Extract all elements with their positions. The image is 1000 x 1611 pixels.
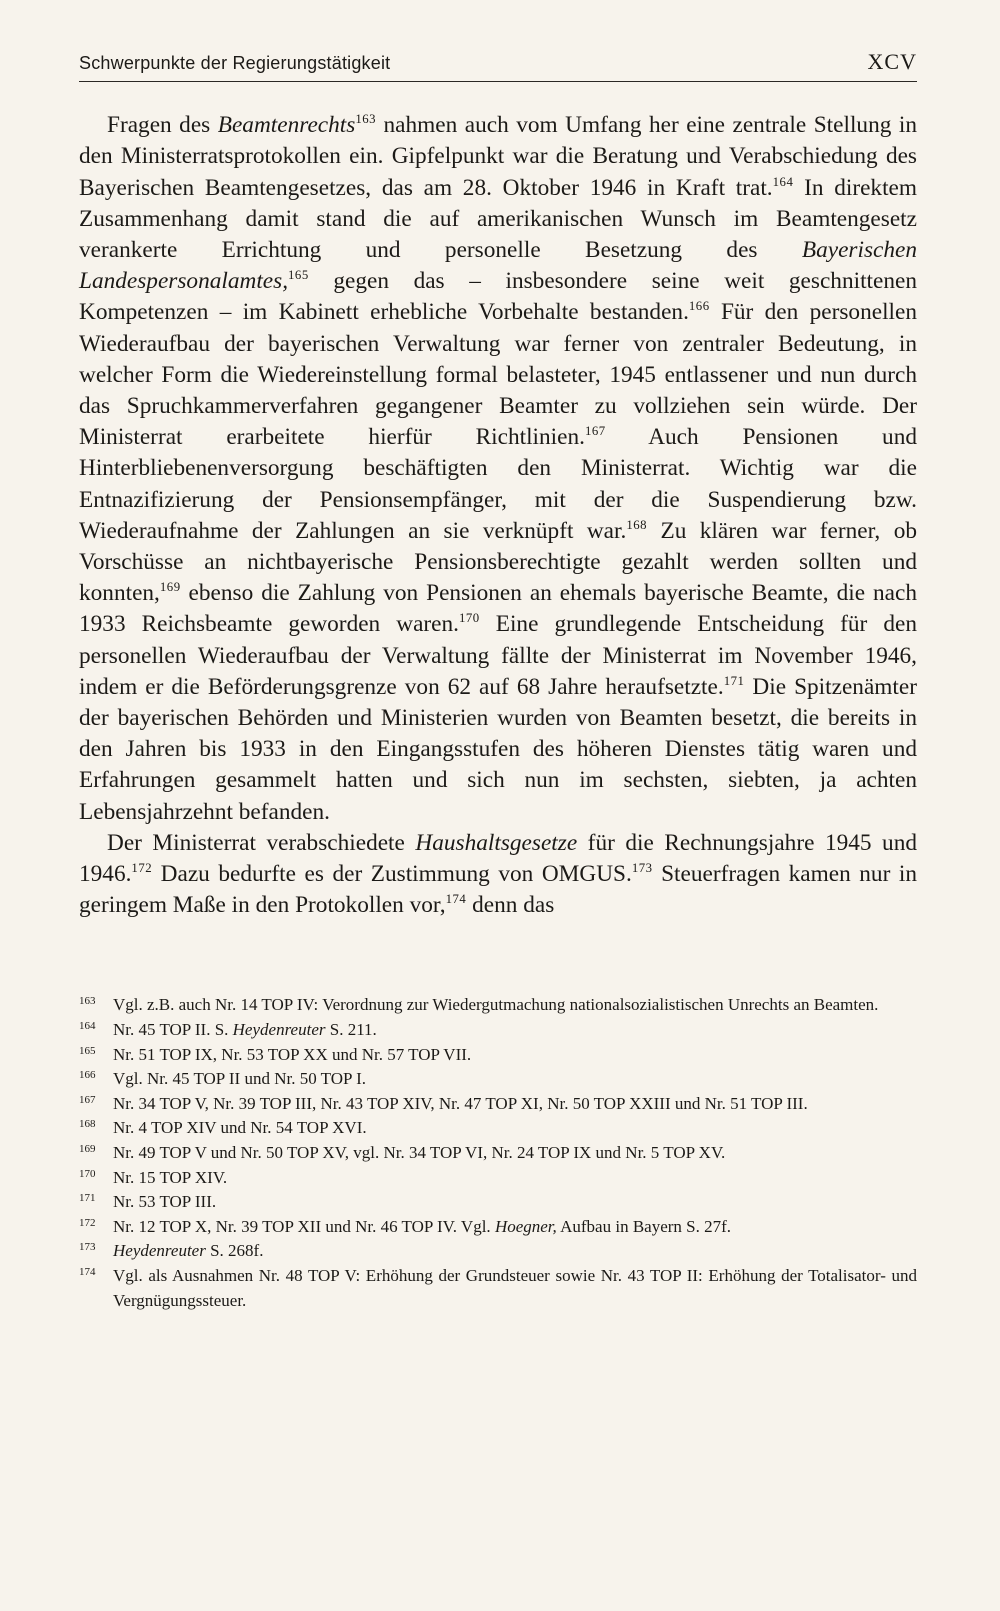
footnote — [79, 1239, 917, 1264]
text-run: Nr. 49 TOP V und Nr. 50 TOP XV, vgl. Nr. 34 TOP VI, Nr. 24 TOP IX und Nr. 5 TOP XV. — [113, 1143, 726, 1163]
footnote — [79, 1141, 917, 1166]
text-run: Nr. 34 TOP V, Nr. 39 TOP III, Nr. 43 TOP XIV, Nr. 47 TOP XI, Nr. 50 TOP XXIII und Nr. 51 TOP III. — [113, 1093, 808, 1113]
text-run: Nr. 53 TOP III. — [113, 1192, 217, 1212]
footnote-text — [113, 1141, 917, 1166]
text-run: Eine grundlegende Entscheidung für den personellen Wiederaufbau der Verwaltung fällte der Ministerrat im November 1946, indem er die Beförderungsgrenze von 62 auf 68 Jahre heraufsetzte. — [79, 611, 917, 700]
main-text — [79, 110, 917, 921]
footnote-number: 170 — [79, 1167, 96, 1180]
footnotes — [79, 993, 917, 1313]
footnote-reference: 165 — [288, 267, 309, 282]
footnote — [79, 1166, 917, 1191]
text-run: Dazu bedurfte es der Zustimmung von OMGUS. — [152, 861, 632, 888]
footnote-text — [113, 1215, 917, 1240]
footnote-number: 164 — [79, 1020, 96, 1033]
footnote-text — [113, 1116, 917, 1141]
footnote-text — [113, 1092, 917, 1117]
body-paragraph — [79, 828, 917, 922]
text-run: S. 211. — [325, 1020, 377, 1040]
book-page — [79, 50, 917, 1313]
text-run: Aufbau in Bayern S. 27f. — [556, 1216, 732, 1236]
text-run: Vgl. als Ausnahmen Nr. 48 TOP V: Erhöhung der Grundsteuer sowie Nr. 43 TOP II: Erhöhung der Totalisator- und Vergnügungssteuer. — [113, 1266, 917, 1310]
text-run: denn das — [466, 892, 555, 919]
footnote-reference: 164 — [772, 174, 794, 189]
footnote-reference: 172 — [131, 860, 153, 875]
text-run: Die Spitzenämter der bayerischen Behörden und Ministerien wurden von Beamten besetzt, die bereits in den Jahren bis 1933 in den Eingangsstufen des höheren Dienstes tätig waren und Erfahrungen gesammelt hatten und sich nun im sechsten, siebten, ja achten Lebensjahrzehnt befanden. — [79, 673, 917, 825]
footnote — [79, 1018, 917, 1043]
footnote — [79, 993, 917, 1018]
text-run: für die Rechnungsjahre 1945 und 1946. — [79, 829, 917, 888]
footnote-text — [113, 1190, 917, 1215]
text-run: Nr. 4 TOP XIV und Nr. 54 TOP XVI. — [113, 1118, 367, 1138]
footnote-reference: 171 — [723, 673, 745, 688]
footnote-reference: 167 — [584, 424, 606, 438]
italic-term: Hoegner, — [494, 1216, 557, 1236]
text-run: Nr. 12 TOP X, Nr. 39 TOP XII und Nr. 46 TOP IV. Vgl. — [113, 1216, 495, 1236]
text-run: In direktem Zusammenhang damit stand die auf amerikanischen Wunsch im Beamtengesetz verankerte Errichtung und personelle Besetzung des — [79, 174, 918, 263]
text-run: ebenso die Zahlung von Pensionen an ehemals bayerische Beamte, die nach 1933 Reichsbeamte geworden waren. — [79, 580, 917, 638]
footnote-number: 171 — [79, 1192, 96, 1205]
footnote-reference: 173 — [631, 860, 653, 875]
page-number: XCV — [867, 49, 917, 74]
footnote-number: 166 — [79, 1069, 96, 1082]
body-paragraph — [79, 110, 917, 828]
footnote-text — [113, 993, 917, 1018]
footnote — [79, 1067, 917, 1092]
footnote — [79, 1116, 917, 1141]
footnote-number: 165 — [79, 1044, 96, 1057]
italic-term: Heydenreuter — [232, 1020, 326, 1040]
footnote-reference: 166 — [688, 299, 710, 314]
text-run: S. 268f. — [205, 1241, 264, 1261]
footnote-text — [113, 1166, 917, 1191]
footnote-reference: 170 — [458, 611, 480, 626]
footnote — [79, 1092, 917, 1117]
footnote-text — [113, 1239, 917, 1264]
running-head — [79, 50, 917, 82]
footnote — [79, 1264, 917, 1313]
text-run: Auch Pensionen und Hinterbliebenenversorgung beschäftigten den Ministerrat. Wichtig war die Entnazifizierung der Pensionsempfänger, mit der die Suspendierung bzw. Wiederaufnahme der Zahlungen an sie verknüpft war. — [79, 424, 917, 544]
footnote-reference: 163 — [355, 111, 377, 126]
text-run: Der Ministerrat verabschiedete — [107, 829, 416, 856]
footnote-reference: 168 — [626, 517, 648, 532]
text-run: Vgl. z.B. auch Nr. 14 TOP IV: Verordnung zur Wiedergutmachung nationalsozialistischen Unrechts an Beamten. — [113, 995, 879, 1015]
text-run: Für den personellen Wiederaufbau der bayerischen Verwaltung war ferner von zentraler Bedeutung, in welcher Form die Wiedereinstellung formal belasteter, 1945 entlassener und nun durch das Spruchkammerverfahren gegangener Beamter zu vollziehen sein würde. Der Ministerrat erarbeitete hierfür Richtlinien. — [79, 299, 917, 451]
text-run: nahmen auch vom Umfang her eine zentrale Stellung in den Ministerratsprotokollen ein. Gipfelpunkt war die Beratung und Verabschiedung des Bayerischen Beamtengesetzes, das am 28. Oktober 1946 in Kraft trat. — [79, 112, 917, 201]
footnote-number: 168 — [79, 1118, 96, 1131]
footnote — [79, 1043, 917, 1068]
running-title: Schwerpunkte der Regierungstätigkeit — [79, 53, 391, 74]
footnote — [79, 1215, 917, 1240]
footnote-number: 163 — [79, 995, 96, 1008]
footnote-reference: 169 — [159, 580, 181, 595]
text-run: Nr. 51 TOP IX, Nr. 53 TOP XX und Nr. 57 TOP VII. — [113, 1044, 472, 1064]
text-run: Nr. 45 TOP II. S. — [113, 1020, 233, 1040]
text-run: Zu klären war ferner, ob Vorschüsse an nichtbayerische Pensionsberechtigte gezahlt werden sollten und konnten, — [79, 517, 917, 607]
text-run: Fragen des — [107, 112, 218, 139]
italic-term: Beamtenrechts — [217, 112, 356, 139]
italic-term: Haushaltsgesetze — [415, 829, 578, 856]
footnote-text — [113, 1067, 917, 1092]
footnote-text — [113, 1018, 917, 1043]
text-run: Nr. 15 TOP XIV. — [113, 1167, 228, 1187]
text-run: Vgl. Nr. 45 TOP II und Nr. 50 TOP I. — [113, 1069, 366, 1089]
footnote-number: 172 — [79, 1216, 96, 1229]
footnote-text — [113, 1043, 917, 1068]
footnote — [79, 1190, 917, 1215]
footnote-number: 174 — [79, 1266, 96, 1278]
footnote-number: 169 — [79, 1143, 96, 1156]
italic-term: Heydenreuter — [113, 1241, 206, 1261]
text-run: gegen das – insbesondere seine weit geschnittenen Kompetenzen – im Kabinett erhebliche Vorbehalte bestanden. — [79, 268, 917, 326]
footnote-text — [113, 1264, 917, 1313]
footnote-number: 173 — [79, 1241, 96, 1254]
italic-term: Bayerischen Landespersonalamtes, — [79, 237, 917, 295]
text-run: Steuerfragen kamen nur in geringem Maße in den Protokollen vor, — [79, 861, 917, 919]
footnote-number: 167 — [79, 1093, 96, 1106]
footnote-reference: 174 — [445, 892, 467, 907]
